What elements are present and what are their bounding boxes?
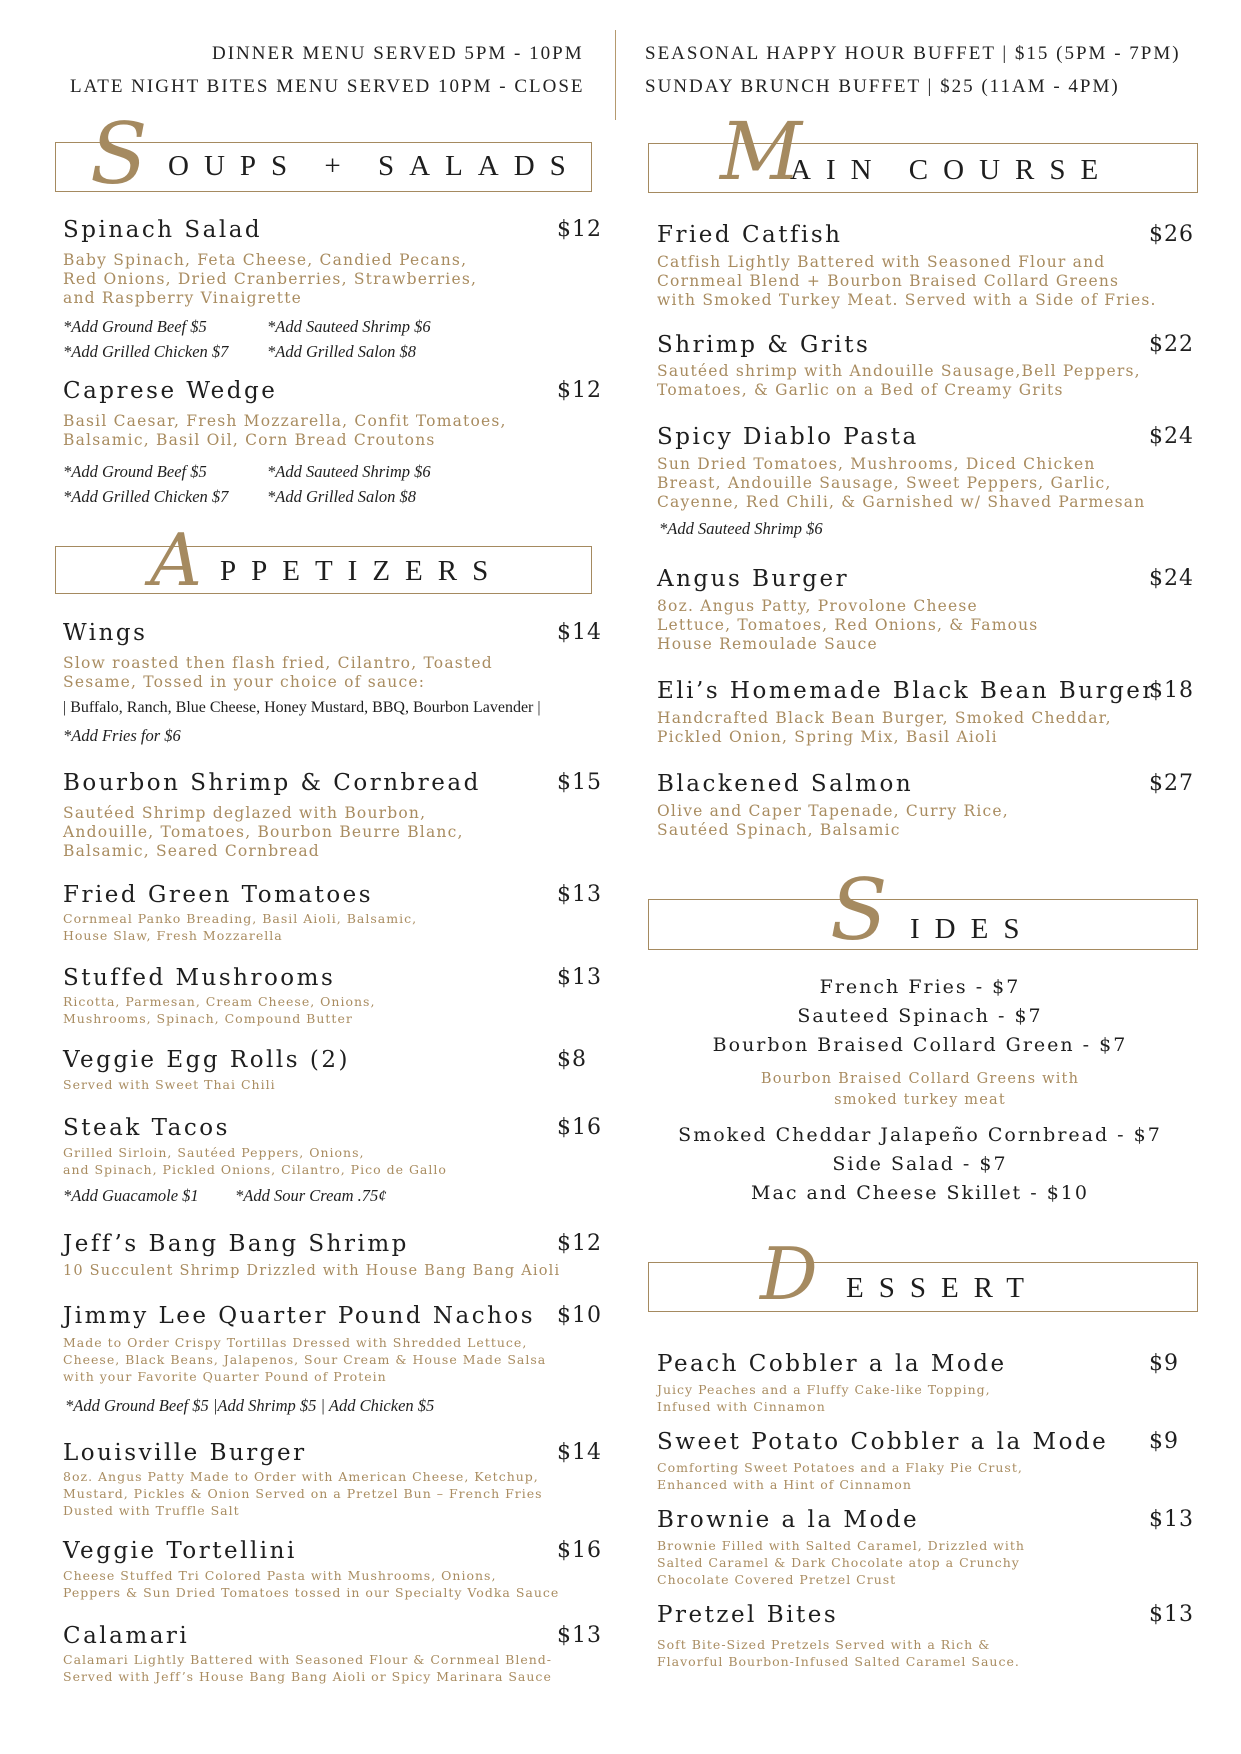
- item-name: Pretzel Bites: [657, 1602, 839, 1628]
- item-name: Fried Catfish: [657, 222, 843, 248]
- item-name: Fried Green Tomatoes: [63, 882, 374, 908]
- item-description: Brownie Filled with Salted Caramel, Drizzled with Salted Caramel & Dark Chocolate atop a Crunchy Chocolate Covered Pretzel Crust: [657, 1538, 1025, 1587]
- item-description: Handcrafted Black Bean Burger, Smoked Cheddar, Pickled Onion, Spring Mix, Basil Aioli: [657, 709, 1112, 746]
- appetizers-title: PPETIZERS: [220, 555, 504, 587]
- item-description: Calamari Lightly Battered with Seasoned Flour & Cornmeal Blend- Served with Jeff’s House Bang Bang Aioli or Spicy Marinara Sauce: [63, 1652, 553, 1684]
- appetizers-initial: A: [150, 518, 202, 602]
- item-description: Ricotta, Parmesan, Cream Cheese, Onions, Mushrooms, Spinach, Compound Butter: [63, 994, 376, 1026]
- item-description: Comforting Sweet Potatoes and a Flaky Pie Crust, Enhanced with a Hint of Cinnamon: [657, 1460, 1023, 1492]
- item-name: Bourbon Shrimp & Cornbread: [63, 770, 481, 796]
- item-price: $27: [1149, 771, 1194, 796]
- item-description: Baby Spinach, Feta Cheese, Candied Pecans, Red Onions, Dried Cranberries, Strawberries, and Raspberry Vinaigrette: [63, 251, 478, 307]
- item-price: $14: [557, 620, 602, 645]
- item-description: Sautéed Shrimp deglazed with Bourbon, Andouille, Tomatoes, Bourbon Beurre Blanc, Balsamic, Seared Cornbread: [63, 804, 464, 860]
- item-name: Louisville Burger: [63, 1440, 307, 1466]
- item-description: Juicy Peaches and a Fluffy Cake-like Topping, Infused with Cinnamon: [657, 1382, 991, 1414]
- dessert-initial: D: [760, 1232, 818, 1316]
- item-price: $24: [1149, 566, 1194, 591]
- addon: *Add Guacamole $1: [63, 1186, 199, 1205]
- item-price: $22: [1149, 332, 1194, 357]
- addon: *Add Grilled Salon $8: [267, 342, 416, 361]
- item-name: Sweet Potato Cobbler a la Mode: [657, 1429, 1109, 1455]
- item-name: Jeff’s Bang Bang Shrimp: [63, 1231, 409, 1257]
- item-name: Wings: [63, 620, 148, 646]
- item-price: $13: [1149, 1602, 1194, 1627]
- item-price: $13: [557, 965, 602, 990]
- item-description: Basil Caesar, Fresh Mozzarella, Confit Tomatoes, Balsamic, Basil Oil, Corn Bread Croutons: [63, 412, 507, 449]
- item-name: Stuffed Mushrooms: [63, 965, 336, 991]
- item-description: 10 Succulent Shrimp Drizzled with House Bang Bang Aioli: [63, 1263, 561, 1279]
- dessert-title: ESSERT: [846, 1272, 1040, 1304]
- item-name: Spicy Diablo Pasta: [657, 424, 919, 450]
- item-name: Steak Tacos: [63, 1115, 230, 1141]
- item-name: Shrimp & Grits: [657, 332, 871, 358]
- item-name: Angus Burger: [657, 566, 850, 592]
- item-name: Caprese Wedge: [63, 378, 278, 404]
- addon: *Add Grilled Chicken $7: [63, 487, 229, 506]
- addon: *Add Ground Beef $5: [63, 462, 207, 481]
- item-description: 8oz. Angus Patty Made to Order with American Cheese, Ketchup, Mustard, Pickles & Onion Served on a Pretzel Bun – French Fries Dusted with Truffle Salt: [63, 1469, 543, 1518]
- late-night-hours: LATE NIGHT BITES MENU SERVED 10PM - CLOSE: [70, 76, 585, 97]
- side-item: Bourbon Braised Collard Green - $7: [712, 1034, 1128, 1056]
- item-name: Calamari: [63, 1623, 190, 1649]
- item-price: $12: [557, 1231, 602, 1256]
- item-description: Soft Bite-Sized Pretzels Served with a Rich & Flavorful Bourbon-Infused Salted Caramel Sauce.: [657, 1637, 1020, 1669]
- side-item: Mac and Cheese Skillet - $10: [751, 1182, 1089, 1204]
- item-price: $10: [557, 1303, 602, 1328]
- item-price: $14: [557, 1440, 602, 1465]
- item-name: Spinach Salad: [63, 217, 263, 243]
- item-name: Veggie Tortellini: [63, 1538, 297, 1564]
- item-price: $24: [1149, 424, 1194, 449]
- addon: *Add Grilled Chicken $7: [63, 342, 229, 361]
- item-name: Veggie Egg Rolls (2): [63, 1047, 350, 1073]
- item-description: Cheese Stuffed Tri Colored Pasta with Mushrooms, Onions, Peppers & Sun Dried Tomatoes tossed in our Specialty Vodka Sauce: [63, 1568, 560, 1600]
- dinner-hours: DINNER MENU SERVED 5PM - 10PM: [212, 43, 584, 64]
- sides-title: IDES: [910, 913, 1035, 945]
- item-name: Jimmy Lee Quarter Pound Nachos: [63, 1303, 536, 1329]
- side-item: Sauteed Spinach - $7: [797, 1005, 1043, 1027]
- header-divider: [615, 30, 616, 120]
- item-price: $26: [1149, 222, 1194, 247]
- item-description: Made to Order Crispy Tortillas Dressed with Shredded Lettuce, Cheese, Black Beans, Jalapenos, Sour Cream & House Made Salsa with your Favorite Quarter Pound of Protein: [63, 1335, 547, 1384]
- item-price: $18: [1149, 678, 1194, 703]
- item-name: Blackened Salmon: [657, 771, 914, 797]
- item-price: $13: [1149, 1507, 1194, 1532]
- soups-initial: S: [90, 105, 148, 203]
- item-price: $8: [557, 1047, 587, 1072]
- item-description: Slow roasted then flash fried, Cilantro, Toasted Sesame, Tossed in your choice of sauce:: [63, 654, 493, 691]
- item-price: $16: [557, 1538, 602, 1563]
- addon: *Add Fries for $6: [63, 726, 181, 745]
- item-price: $12: [557, 217, 602, 242]
- main-title: AIN COURSE: [790, 154, 1114, 186]
- item-name: Eli’s Homemade Black Bean Burger: [657, 678, 1156, 704]
- side-item: Smoked Cheddar Jalapeño Cornbread - $7: [678, 1124, 1162, 1146]
- addon: *Add Sauteed Shrimp $6: [659, 519, 823, 538]
- item-description: 8oz. Angus Patty, Provolone Cheese Lettuce, Tomatoes, Red Onions, & Famous House Remoulade Sauce: [657, 597, 1039, 653]
- item-price: $9: [1149, 1429, 1179, 1454]
- item-description: Served with Sweet Thai Chili: [63, 1077, 276, 1092]
- item-description: Cornmeal Panko Breading, Basil Aioli, Balsamic, House Slaw, Fresh Mozzarella: [63, 911, 418, 943]
- item-price: $16: [557, 1115, 602, 1140]
- main-initial: M: [720, 105, 802, 198]
- item-price: $13: [557, 1623, 602, 1648]
- item-description: Catfish Lightly Battered with Seasoned Flour and Cornmeal Blend + Bourbon Braised Collard Greens with Smoked Turkey Meat. Served with a Side of Fries.: [657, 253, 1157, 309]
- side-note: Bourbon Braised Collard Greens with smoked turkey meat: [760, 1071, 1080, 1108]
- item-price: $13: [557, 882, 602, 907]
- item-description: Grilled Sirloin, Sautéed Peppers, Onions, and Spinach, Pickled Onions, Cilantro, Pico de Gallo: [63, 1145, 447, 1177]
- soups-title: OUPS + SALADS: [168, 150, 581, 182]
- brunch-info: SUNDAY BRUNCH BUFFET | $25 (11AM - 4PM): [645, 76, 1120, 97]
- item-description: Sautéed shrimp with Andouille Sausage,Bell Peppers, Tomatoes, & Garlic on a Bed of Creamy Grits: [657, 362, 1141, 399]
- addon: *Add Sauteed Shrimp $6: [267, 317, 431, 336]
- side-item: Side Salad - $7: [832, 1153, 1008, 1175]
- item-price: $9: [1149, 1351, 1179, 1376]
- sauce-options: | Buffalo, Ranch, Blue Cheese, Honey Mustard, BBQ, Bourbon Lavender |: [63, 699, 541, 716]
- item-price: $12: [557, 378, 602, 403]
- sides-initial: S: [830, 861, 888, 959]
- addon: *Add Ground Beef $5: [63, 317, 207, 336]
- item-description: Olive and Caper Tapenade, Curry Rice, Sautéed Spinach, Balsamic: [657, 802, 1009, 839]
- item-name: Peach Cobbler a la Mode: [657, 1351, 1007, 1377]
- addon: *Add Grilled Salon $8: [267, 487, 416, 506]
- addon: *Add Sauteed Shrimp $6: [267, 462, 431, 481]
- happy-hour-info: SEASONAL HAPPY HOUR BUFFET | $15 (5PM - 7PM): [645, 43, 1181, 64]
- addon: *Add Sour Cream .75¢: [235, 1186, 387, 1205]
- side-item: French Fries - $7: [819, 976, 1021, 998]
- item-name: Brownie a la Mode: [657, 1507, 920, 1533]
- item-description: Sun Dried Tomatoes, Mushrooms, Diced Chicken Breast, Andouille Sausage, Sweet Peppers, Garlic, Cayenne, Red Chili, & Garnished w/ Shaved Parmesan: [657, 455, 1146, 511]
- addon: *Add Ground Beef $5 |Add Shrimp $5 | Add Chicken $5: [65, 1396, 435, 1415]
- item-price: $15: [557, 770, 602, 795]
